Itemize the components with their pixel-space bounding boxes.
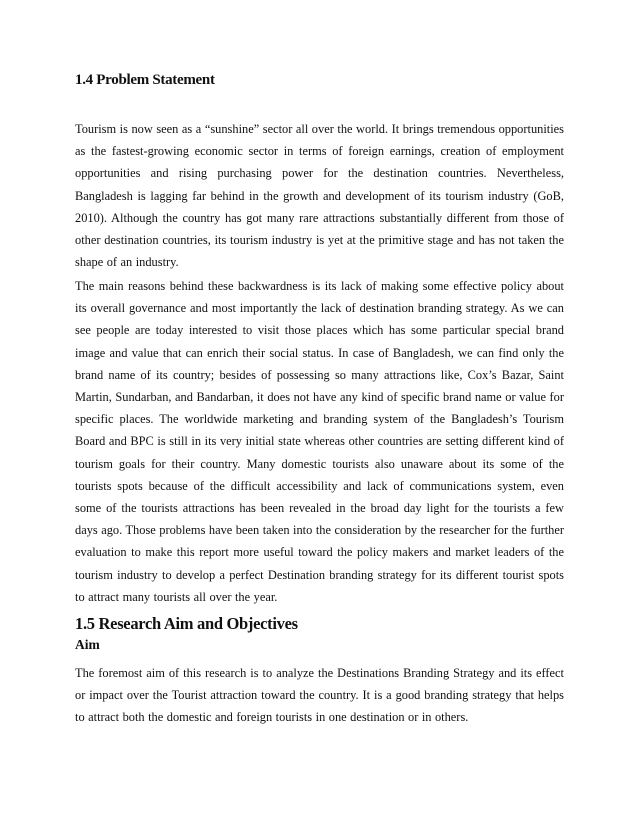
subheading-aim: Aim xyxy=(75,637,100,652)
section-heading-problem-statement: 1.4 Problem Statement xyxy=(75,72,215,88)
section-heading-research-aim: 1.5 Research Aim and Objectives xyxy=(75,614,298,633)
paragraph-aim: The foremost aim of this research is to analyze the Destinations Branding Strategy and its effect or impact over the Tourist attraction toward the country. It is a good branding strategy that helps to attract both the domestic and foreign tourists in one destination or in others. xyxy=(75,666,564,725)
paragraph-backwardness-reasons: The main reasons behind these backwardness is its lack of making some effective policy about its overall governance and most importantly the lack of destination branding strategy. As we can see people are today interested to visit those places which has some particular special brand image and value that can enrich their social status. In case of Bangladesh, we can find only the brand name of its country; besides of possessing so many attractions like, Cox’s Bazar, Saint Martin, Sundarban, and Bandarban, it does not have any kind of specific brand name or value for specific places. The worldwide marketing and branding system of the Bangladesh’s Tourism Board and BPC is still in its very initial state whereas other countries are setting different kind of tourism goals for their country. Many domestic tourists also unaware about its some of the tourists spots because of the difficult accessibility and lack of communications system, even some of the tourists attractions has been revealed in the broad day light for the tourists a few days ago. Those problems have been taken into the consideration by the researcher for the further evaluation to make this report more useful toward the policy makers and market leaders of the tourism industry to develop a perfect Destination branding strategy for its different tourist spots to attract many tourists all over the year. xyxy=(75,279,564,604)
paragraph-tourism-overview: Tourism is now seen as a “sunshine” sector all over the world. It brings tremendous opportunities as the fastest-growing economic sector in terms of foreign earnings, creation of employment opportunities and rising purchasing power for the destination countries. Nevertheless, Bangladesh is lagging far behind in the growth and development of its tourism industry (GoB, 2010). Although the country has got many rare attractions substantially different from those of other destination countries, its tourism industry is yet at the primitive stage and has not taken the shape of an industry. xyxy=(75,122,564,270)
